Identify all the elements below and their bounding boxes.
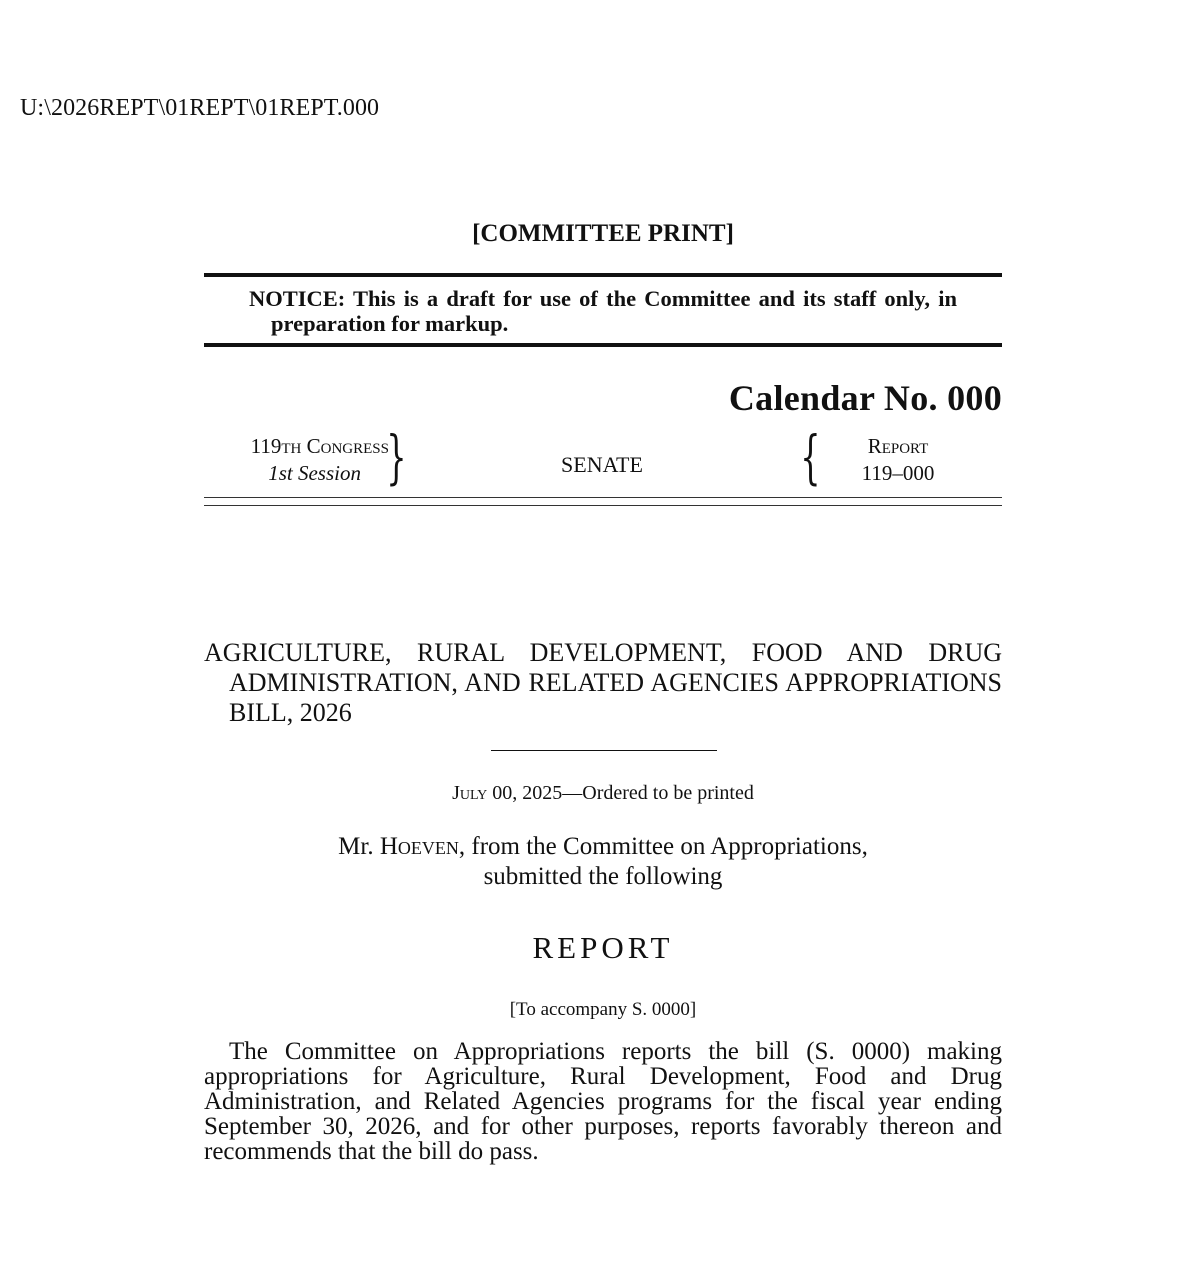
calendar-number: Calendar No. 000: [728, 378, 1002, 418]
bill-title: AGRICULTURE, RURAL DEVELOPMENT, FOOD AND DRUG ADMINISTRATION, AND RELATED AGENCIES APPROPRIATIONS BILL, 2026: [204, 638, 1002, 727]
congress-line: [204, 433, 389, 460]
submission-statement: [204, 832, 1002, 892]
report-body-paragraph: The Committee on Appropriations reports the bill (S. 0000) making appropriations for Agriculture, Rural Development, Food and Drug Administration, and Related Agencies programs for the fiscal year ending September 30, 2026, and for other purposes, reports favorably thereon and recommends that the bill do pass.: [204, 1038, 1002, 1165]
order-date-month: July: [452, 782, 488, 804]
left-brace: {: [800, 423, 821, 491]
notice-text: NOTICE: This is a draft for use of the Committee and its staff only, in preparation for markup.: [249, 286, 957, 336]
member-prefix: Mr.: [338, 833, 380, 860]
order-date-rest: 00, 2025—Ordered to be printed: [487, 782, 754, 804]
submission-line-1: [204, 832, 1002, 862]
right-brace: }: [386, 423, 407, 491]
congress-suffix: th Congress: [281, 434, 389, 458]
ordered-to-be-printed: [204, 782, 1002, 805]
submission-line-1-rest: , from the Committee on Appropriations,: [458, 833, 868, 860]
caption-double-rule: [204, 497, 1002, 506]
congress-session-block: [204, 433, 389, 487]
submission-line-2: submitted the following: [483, 863, 723, 890]
notice-box: [204, 273, 1002, 347]
accompany-note: [To accompany S. 0000]: [509, 999, 697, 1020]
file-path: U:\2026REPT\01REPT\01REPT.000: [20, 95, 380, 121]
title-divider: [491, 750, 717, 751]
report-number: 119–000: [861, 461, 935, 485]
report-heading: REPORT: [532, 930, 674, 965]
congress-number: 119: [250, 434, 282, 458]
chamber-label: SENATE: [561, 452, 643, 477]
session-line: 1st Session: [268, 461, 361, 485]
report-label: Report: [867, 434, 929, 458]
committee-print-label: [COMMITTEE PRINT]: [472, 220, 734, 247]
member-name: Hoeven: [379, 833, 459, 860]
report-number-block: [838, 433, 958, 487]
